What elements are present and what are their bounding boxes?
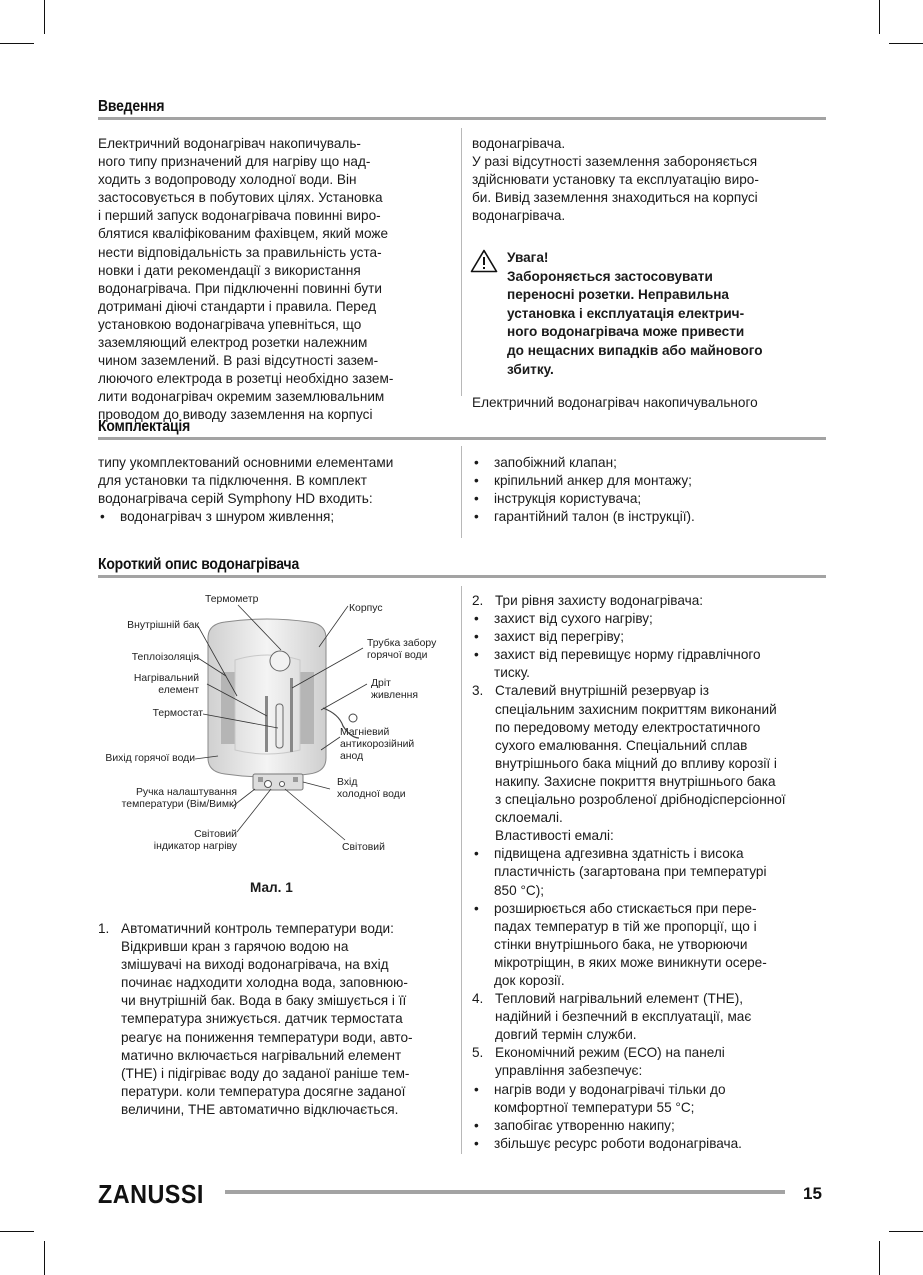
text-line: Ручка налаштування — [135, 787, 237, 798]
crop-mark — [889, 43, 923, 44]
text-line: по передовому методу електростатичного — [495, 719, 761, 735]
section-title-description: Короткий опис водонагрівача — [98, 556, 300, 573]
list-item — [472, 610, 832, 628]
item-number: 3. — [472, 683, 484, 699]
text-line: ператури. коли температура досягне заданої — [121, 1083, 406, 1099]
label-hot-tube — [367, 638, 436, 662]
numbered-item — [472, 592, 832, 610]
label-thermometer: Термометр — [205, 594, 259, 605]
text-line: індикатор нагріву — [153, 841, 237, 853]
text-line: переносні розетки. Неправильна — [507, 287, 729, 303]
text-line: дотримані діючі стандарти і правила. Перед — [98, 298, 377, 314]
text-line: мікротріщин, в яких може виникнути осере- — [494, 954, 767, 970]
text-line: ного типу призначений для нагріву що над- — [98, 154, 371, 170]
kit-left — [98, 454, 453, 526]
text-line: накипу. Захисне покриття внутрішнього бака — [495, 773, 776, 789]
label-insulation: Теплоізоляція — [131, 652, 199, 663]
text-line: блятися кваліфікованим фахівцем, який може — [98, 226, 389, 242]
kit-list-right — [472, 454, 827, 526]
numbered-item — [472, 1044, 832, 1080]
text-line: довгий термін служби. — [495, 1027, 637, 1043]
text-line: Властивості емалі: — [495, 828, 614, 844]
text-line: і перший запуск водонагрівача повинні виро- — [98, 208, 381, 224]
text-line: Три рівня захисту водонагрівача: — [495, 593, 704, 608]
text-line: док корозії. — [494, 972, 565, 988]
text-line: пластичність (загартована при температурі — [494, 864, 767, 880]
text-line: • запобігає утворенню накипу; — [494, 1117, 675, 1133]
text-line: падах температур в тій же пропорції, що і — [494, 918, 757, 934]
list-item: • запобіжний клапан; — [472, 454, 827, 472]
numbered-item-item4 — [472, 990, 832, 1044]
column-divider — [461, 586, 462, 1154]
text-line: горячої води — [367, 650, 428, 662]
text-line: застосовується в побутових цілях. Установка — [98, 190, 383, 206]
text-line: змішувачі на виході водонагрівача, на вхід — [121, 957, 389, 973]
text-line: (ТНЕ) і підігріває воду до заданої раніше тем- — [121, 1065, 410, 1081]
description-right — [472, 592, 832, 1153]
bullet-list — [472, 610, 832, 682]
list-item: • водонагрівач з шнуром живлення; — [98, 508, 453, 526]
text-line: чи внутрішній бак. Вода в баку змішується і її — [121, 993, 407, 1009]
list-item — [472, 646, 832, 682]
item-number: 4. — [472, 991, 484, 1007]
text-line: температури (Вім/Вимк) — [121, 799, 237, 811]
text-line: Магніевий — [340, 727, 390, 738]
text-line: Дріт — [371, 678, 391, 689]
text-line: внутрішнього бака міцний до впливу корозії і — [495, 755, 777, 771]
text-line: люючого електрода в розетці необхідно зазем- — [98, 371, 394, 387]
text-line: лити водонагрівач окремим заземлювальним — [98, 389, 385, 405]
list-item — [472, 1117, 832, 1135]
text-line: надійний і безпечний в експлуатації, має — [495, 1009, 752, 1025]
bullet-list — [472, 845, 832, 990]
text-line: з спеціально розробленої дрібнодісперсіонної — [495, 792, 786, 808]
text-line: • підвищена адгезивна здатність і висока — [494, 846, 744, 862]
label-inner-tank: Внутрішній бак — [127, 620, 199, 631]
label-cold-inlet — [337, 777, 406, 801]
item-number: 5. — [472, 1045, 484, 1061]
text-line: • збільшує ресурс роботи водонагрівача. — [494, 1135, 742, 1151]
label-indicator — [95, 829, 237, 853]
text-line: • захист від перевищує норму гідравлічного — [494, 647, 761, 663]
text-line: реагує на пониження температури води, авто- — [121, 1029, 413, 1045]
numbered-item-item3 — [472, 682, 832, 845]
text-line: Автоматичний контроль температури води: — [121, 921, 394, 936]
text-line: склоемалі. — [495, 810, 563, 826]
text-line: Забороняється застосовувати — [507, 268, 713, 284]
intro-left-text — [98, 135, 448, 425]
label-thermostat: Термостат — [152, 708, 203, 719]
text-line: типу укомплектований основними елементами — [98, 455, 394, 470]
text-line: водонагрівача. — [472, 208, 566, 224]
text-line: 850 °С); — [494, 882, 545, 898]
warning-triangle-icon — [470, 249, 498, 273]
text-line: Трубка забору — [367, 638, 437, 649]
intro-right-text — [472, 135, 822, 225]
text-line: Відкривши кран з гарячою водою на — [121, 939, 349, 955]
label-power-cord — [371, 678, 418, 702]
text-line: водонагрівача. При підключенні повинні бути — [98, 280, 383, 296]
text-line: • розширюється або стискається при пере- — [494, 900, 757, 916]
label-body: Корпус — [349, 603, 383, 614]
text-line: водонагрівача. — [472, 136, 566, 151]
kit-intro-text — [98, 454, 453, 508]
page-number: 15 — [803, 1184, 822, 1203]
text-line: холодної води — [337, 789, 406, 801]
text-line: збитку. — [507, 361, 554, 377]
crop-mark — [44, 1241, 45, 1275]
list-item — [472, 900, 832, 990]
text-line: ходить з водопроводу холодної води. Він — [98, 172, 357, 188]
crop-mark — [44, 0, 45, 34]
text-line: проводом до виводу заземлення на корпусі — [98, 407, 373, 423]
text-line: Нагрівальний — [133, 673, 199, 684]
text-line: Увага! — [507, 250, 549, 265]
intro-right-tail: Електричний водонагрівач накопичувального — [472, 395, 758, 410]
text-line: заземляющий електрод розетки належним — [98, 335, 368, 351]
section-rule — [98, 575, 826, 578]
list-item — [472, 845, 832, 899]
list-item — [472, 628, 832, 646]
label-anode — [340, 727, 414, 764]
list-item: • гарантійний талон (в інструкції). — [472, 508, 827, 526]
section-title-intro: Введення — [98, 98, 165, 115]
text-line: антикорозійний — [340, 739, 415, 751]
numbered-item — [472, 682, 832, 845]
crop-mark — [889, 1231, 923, 1232]
text-line: сухого емалювання. Спеціальний сплав — [495, 737, 748, 753]
text-line: ного водонагрівача може привести — [507, 324, 745, 340]
text-line: анод — [340, 751, 364, 763]
text-line: величини, ТНЕ автоматично відключається. — [121, 1101, 399, 1117]
zanussi-logo: ZANUSSI — [98, 1179, 204, 1209]
text-line: спеціальним захисним покриттям виконаний — [495, 701, 777, 717]
text-line: нести відповідальність за правильність уста- — [98, 244, 382, 260]
warning-text — [507, 249, 763, 379]
list-item: • інструкція користувача; — [472, 490, 827, 508]
crop-mark — [879, 1241, 880, 1275]
label-temperature-knob — [95, 787, 237, 811]
kit-right — [472, 454, 827, 526]
list-item: • кріпильний анкер для монтажу; — [472, 472, 827, 490]
section-title-kit: Комплектація — [98, 418, 191, 435]
text-line: елемент — [158, 685, 199, 697]
text-line: водонагрівача серій Symphony HD входить: — [98, 491, 373, 507]
text-line: У разі відсутності заземлення забороняється — [472, 154, 758, 170]
numbered-item — [98, 920, 453, 1119]
text-line: здійснювати установку та експлуатацію виро- — [472, 172, 759, 188]
text-line: починає надходити холодна вода, заповнюю- — [121, 975, 408, 991]
text-line: для установки та підключення. В комплект — [98, 473, 367, 489]
water-heater-diagram — [95, 588, 457, 863]
text-line: • нагрів води у водонагрівачі тільки до — [494, 1081, 726, 1097]
numbered-item-item2 — [472, 592, 832, 610]
numbered-item-item5 — [472, 1044, 832, 1080]
section-rule — [98, 117, 826, 120]
text-line: би. Вивід заземлення знаходиться на корпусі — [472, 190, 758, 206]
text-line: • захист від сухого нагріву; — [494, 611, 653, 627]
list-item — [472, 1135, 832, 1153]
text-line: температура знижується. датчик термостата — [121, 1011, 403, 1027]
item-number: 1. — [98, 921, 110, 936]
list-item — [472, 1081, 832, 1117]
text-line: чином заземлений. В разі відсутності зазем- — [98, 353, 379, 369]
text-line: Вхід — [337, 777, 358, 788]
text-line: живлення — [371, 690, 418, 702]
description-left — [98, 920, 453, 1119]
crop-mark — [0, 1231, 34, 1232]
figure-caption: Мал. 1 — [250, 880, 293, 895]
kit-list-left — [98, 508, 453, 526]
text-line: матично включається нагрівальний елемент — [121, 1047, 402, 1063]
numbered-item-item1 — [98, 920, 453, 1119]
crop-mark — [879, 0, 880, 34]
text-line: тиску. — [494, 665, 530, 681]
text-line: • захист від перегріву; — [494, 629, 625, 645]
numbered-item — [472, 990, 832, 1044]
label-indicator-2: Світовий — [342, 842, 385, 853]
text-line: комфортної температури 55 °С; — [494, 1099, 695, 1115]
column-divider — [461, 128, 462, 396]
text-line: Світовий — [194, 829, 237, 840]
label-hot-outlet: Вихід горячої води — [105, 753, 195, 764]
text-line: установка і експлуатація електрич- — [507, 305, 745, 321]
section-rule — [98, 437, 826, 440]
text-line: новки і дати рекомендації з використання — [98, 262, 361, 278]
text-line: Сталевий внутрішній резервуар із — [495, 683, 710, 699]
text-line: Тепловий нагрівальний елемент (ТНЕ), — [495, 991, 744, 1007]
text-line: Економічний режим (ЕСО) на панелі — [495, 1045, 725, 1061]
text-line: Електричний водонагрівач накопичуваль- — [98, 136, 361, 151]
label-heating-element — [95, 673, 199, 697]
column-divider — [461, 446, 462, 538]
footer-rule — [225, 1190, 785, 1194]
text-line: управління забезпечує: — [495, 1063, 643, 1079]
bullet-list — [472, 1081, 832, 1153]
item-number: 2. — [472, 593, 484, 608]
text-line: стінки внутрішнього бака, не утворюючи — [494, 936, 748, 952]
text-line: до нещасних випадків або майнового — [507, 342, 763, 358]
text-line: установкою водонагрівача упевніться, що — [98, 316, 362, 332]
crop-mark — [0, 43, 34, 44]
